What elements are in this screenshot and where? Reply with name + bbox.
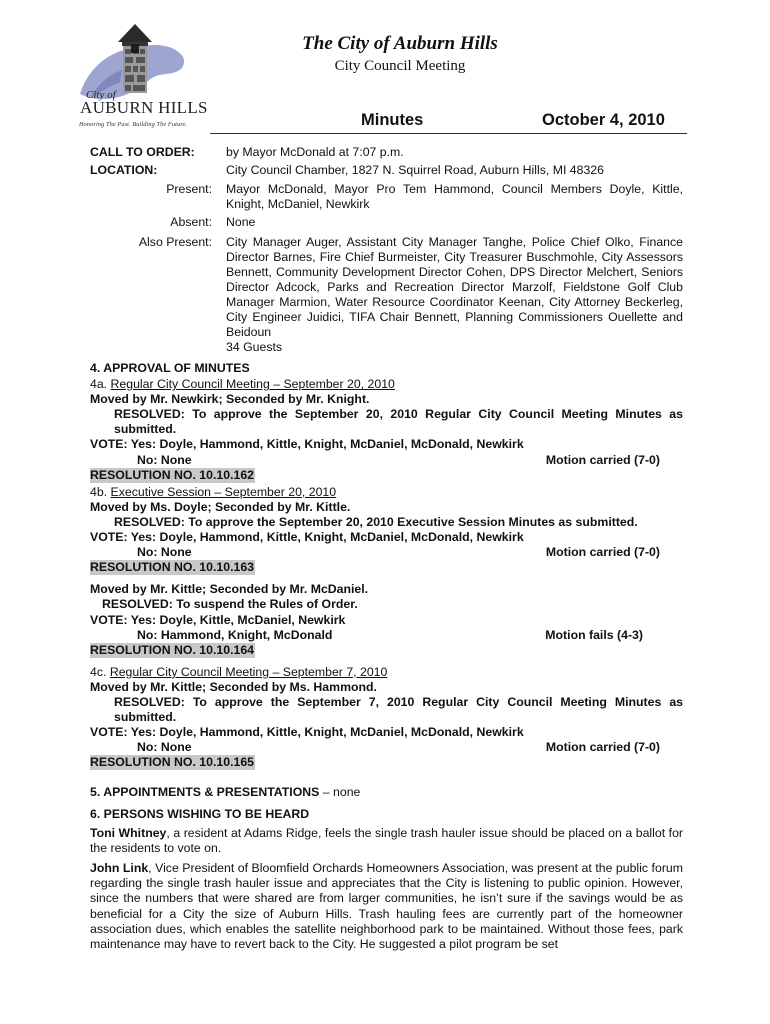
suspend-result: Motion fails (4-3): [545, 627, 643, 642]
present-value: Mayor McDonald, Mayor Pro Tem Hammond, Council Members Doyle, Kittle, Knight, McDaniel, Newkirk: [226, 182, 683, 211]
absent-value: None: [226, 215, 256, 229]
item-4b-vote-no: No: None: [137, 545, 192, 560]
suspend-moved: Moved by Mr. Kittle; Seconded by Mr. McDaniel.: [90, 582, 369, 597]
item-4b-resolution: RESOLUTION NO. 10.10.163: [90, 560, 255, 575]
logo-tagline: Honoring The Past. Building The Future.: [79, 121, 188, 128]
section-5-suffix: – none: [319, 785, 361, 799]
org-title: The City of Auburn Hills: [302, 33, 498, 54]
item-4b-moved: Moved by Ms. Doyle; Seconded by Mr. Kittle.: [90, 499, 351, 514]
speaker-1-name: Toni Whitney: [90, 826, 167, 841]
suspend-vote-yes: VOTE: Yes: Doyle, Kittle, McDaniel, Newkirk: [90, 612, 346, 627]
item-4a: [90, 377, 683, 483]
header-divider: [210, 133, 687, 134]
org-subtitle: City Council Meeting: [334, 58, 466, 74]
section-6: [90, 807, 683, 952]
section-5-heading: 5. APPOINTMENTS & PRESENTATIONS: [90, 785, 320, 799]
item-4c-resolution: RESOLUTION NO. 10.10.165: [90, 755, 255, 770]
item-4a-prefix: 4a.: [90, 377, 108, 392]
suspend-resolved: RESOLVED: To suspend the Rules of Order.: [102, 597, 358, 612]
item-4a-vote-no: No: None: [137, 452, 192, 467]
item-4c-vote-no: No: None: [137, 740, 192, 755]
item-4b-prefix: 4b.: [90, 484, 108, 499]
call-to-order-label: CALL TO ORDER:: [90, 145, 195, 159]
logo-auburn-hills: AUBURN HILLS: [80, 98, 208, 117]
item-4a-resolved: RESOLVED: To approve the September 20, 2010 Regular City Council Meeting Minutes as submitted.: [114, 407, 683, 437]
item-4c-result: Motion carried (7-0): [545, 740, 660, 755]
item-4a-title: Regular City Council Meeting – September 20, 2010: [110, 377, 395, 392]
item-4b-vote-yes: VOTE: Yes: Doyle, Hammond, Kittle, Knight, McDaniel, McDonald, Newkirk: [90, 530, 524, 545]
speaker-2-paragraph: [90, 861, 683, 952]
speaker-2-text: , Vice President of Bloomfield Orchards Homeowners Association, was present at the public forum regarding the single trash hauler issue and appreciates that the City is listening to public opinion. However, since the numbers that were shared are from larger communities, he isn’t sure if the savings would be as beneficial for a City the size of Auburn Hills. Trash hauling fees are currently part of the homeowner association dues, which enables the satellite neighborhood park to be maintained. Without those fees, park maintenance may have to revert back to the City. He suggested a pilot program be set: [90, 861, 683, 951]
item-4b-title: Executive Session – September 20, 2010: [110, 484, 337, 499]
section-6-heading: 6. PERSONS WISHING TO BE HEARD: [90, 807, 310, 821]
also-present-value: [226, 235, 683, 355]
item-suspend-rules: [90, 582, 683, 657]
item-4b-resolved: RESOLVED: To approve the September 20, 2010 Executive Session Minutes as submitted.: [114, 514, 638, 529]
item-4c-moved: Moved by Mr. Kittle; Seconded by Ms. Hammond.: [90, 679, 377, 694]
item-4b-result: Motion carried (7-0): [545, 545, 660, 560]
guest-count: 34 Guests: [226, 340, 283, 354]
location-label: LOCATION:: [90, 163, 158, 177]
doc-type: Minutes: [361, 111, 424, 129]
item-4a-result: Motion carried (7-0): [545, 452, 660, 467]
item-4c-resolved: RESOLVED: To approve the September 7, 2010 Regular City Council Meeting Minutes as submitted.: [114, 694, 683, 725]
item-4a-moved: Moved by Mr. Newkirk; Seconded by Mr. Knight.: [90, 392, 370, 407]
item-4a-resolution: RESOLUTION NO. 10.10.162: [90, 467, 255, 482]
section-5: [90, 785, 683, 800]
section-4: [90, 361, 683, 770]
location-value: City Council Chamber, 1827 N. Squirrel Road, Auburn Hills, MI 48326: [226, 163, 604, 177]
also-present-label: Also Present:: [138, 235, 212, 249]
item-4a-vote-yes: VOTE: Yes: Doyle, Hammond, Kittle, Knight, McDaniel, McDonald, Newkirk: [90, 437, 524, 452]
doc-date: October 4, 2010: [542, 111, 665, 129]
item-4c-prefix: 4c.: [90, 664, 107, 679]
speaker-2-name: John Link: [90, 861, 149, 876]
speaker-1-text: , a resident at Adams Ridge, feels the single trash hauler issue should be placed on a ballot for the residents to vote on.: [90, 826, 684, 856]
logo-city-of: City of: [86, 89, 116, 101]
item-4c-title: Regular City Council Meeting – September 7, 2010: [109, 664, 388, 679]
call-to-order-value: by Mayor McDonald at 7:07 p.m.: [226, 145, 404, 159]
suspend-vote-no: No: Hammond, Knight, McDonald: [137, 627, 333, 642]
also-present-list: City Manager Auger, Assistant City Manager Tanghe, Police Chief Olko, Finance Director Barnes, Fire Chief Burmeister, City Treasurer Buschmohle, City Assessors Bennett, Community Development Director Cohen, DPS Director Melchert, Seniors Director Adcock, Parks and Recreation Director Marzolf, Fieldstone Golf Club Manager Marmion, Water Resource Coordinator Keenan, City Attorney Beckerleg, City Engineer Juidici, TIFA Chair Bennett, Planning Commissioners Ouellette and Beidoun: [226, 235, 683, 339]
speaker-1-paragraph: [90, 826, 683, 856]
present-label: Present:: [166, 182, 212, 196]
item-4c: [90, 665, 683, 771]
section-4-heading: 4. APPROVAL OF MINUTES: [90, 361, 250, 375]
suspend-resolution: RESOLUTION NO. 10.10.164: [90, 642, 255, 657]
item-4b: [90, 485, 683, 576]
absent-label: Absent:: [170, 215, 212, 229]
item-4c-vote-yes: VOTE: Yes: Doyle, Hammond, Kittle, Knight, McDaniel, McDonald, Newkirk: [90, 725, 524, 740]
